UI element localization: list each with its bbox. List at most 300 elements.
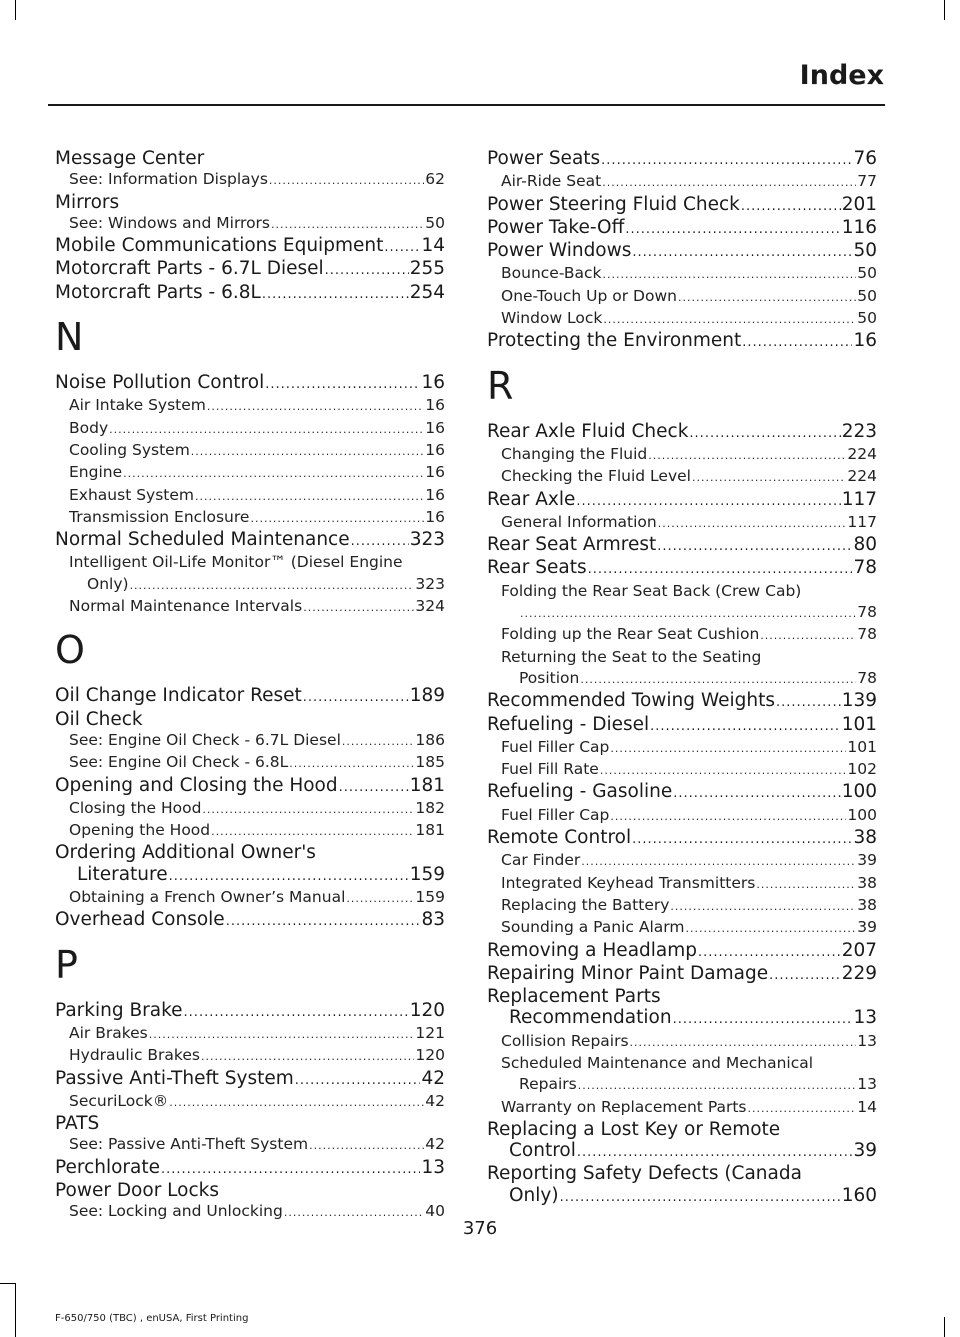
index-subentry[interactable] [55,798,445,820]
crop-mark-top-right [944,0,945,20]
dot-leader [202,799,414,820]
entry-title: Rear Axle Fluid Check [487,420,689,442]
index-entry[interactable] [487,194,877,217]
entry-title: See: Engine Oil Check - 6.8L [69,753,289,772]
dot-leader [578,1075,857,1096]
index-entry[interactable] [487,1163,877,1208]
entry-title: Air Brakes [69,1023,148,1042]
header-divider [48,104,885,106]
index-subentry[interactable] [487,895,877,917]
index-entry[interactable] [487,986,877,1031]
entry-title: Control [509,1140,576,1162]
page-reference[interactable]: 50 [857,309,877,328]
dot-leader [741,196,841,217]
entry-title: Collision Repairs [501,1031,629,1050]
entry-title: See: Information Displays [69,170,268,189]
dot-leader [211,821,414,842]
page-reference[interactable]: 207 [841,939,877,961]
page-reference[interactable]: 117 [841,488,877,510]
page-reference[interactable]: 182 [415,798,445,817]
entry-title: Changing the Fluid [501,444,648,463]
dot-leader [169,1092,424,1113]
page-reference[interactable]: 16 [425,507,445,526]
index-column-right [487,148,877,1208]
index-subentry[interactable] [55,1091,445,1113]
page-reference[interactable]: 50 [425,213,445,232]
dot-leader [384,237,420,258]
index-entry[interactable] [487,714,877,737]
dot-leader [581,851,856,872]
entry-title: Oil Change Indicator Reset [55,685,302,707]
entry-title: Literature [77,863,168,885]
index-subentry[interactable] [55,1045,445,1067]
index-subentry[interactable] [487,308,877,330]
page-reference[interactable]: 14 [421,235,445,257]
dot-leader [262,284,409,305]
page-reference[interactable]: 324 [415,597,445,616]
page-reference[interactable]: 80 [853,534,877,556]
entry-title: Motorcraft Parts - 6.8L [55,281,261,303]
crop-mark-bottom-left-v [15,1283,16,1337]
page-reference[interactable]: 224 [847,444,877,463]
dot-leader [161,1159,420,1180]
dot-leader [342,731,415,752]
entry-title: Returning the Seat to the Seating [501,647,762,666]
index-entry[interactable] [55,775,445,798]
index-entry[interactable] [55,235,445,258]
entry-title: Fuel Filler Cap [501,805,610,824]
index-entry[interactable] [487,940,877,963]
page-reference[interactable]: 159 [409,863,445,885]
page-reference[interactable]: 38 [857,895,877,914]
page-reference[interactable]: 16 [425,396,445,415]
dot-leader [630,1032,857,1053]
dot-leader [520,603,856,624]
page-reference[interactable]: 13 [853,1007,877,1029]
index-subentry[interactable] [487,512,877,534]
page-reference[interactable]: 100 [841,781,877,803]
index-subentry[interactable] [487,581,877,625]
dot-leader [295,1070,421,1091]
page-reference[interactable]: 101 [841,713,877,735]
index-entry[interactable] [487,240,877,263]
entry-title: Passive Anti-Theft System [55,1067,294,1089]
entry-title: Refueling - Diesel [487,713,650,735]
page-reference[interactable]: 224 [847,467,877,486]
index-subentry[interactable] [55,418,445,440]
entry-title: Exhaust System [69,485,194,504]
page-reference[interactable]: 14 [857,1097,877,1116]
index-entry[interactable] [55,529,445,552]
entry-title: Repairs [519,1075,577,1094]
entry-title: Sounding a Panic Alarm [501,918,685,937]
index-subentry[interactable] [55,395,445,417]
index-entry[interactable] [487,148,877,171]
index-subentry[interactable] [487,873,877,895]
entry-title: Mobile Communications Equipment [55,235,384,257]
entry-title: General Information [501,512,657,531]
page-reference[interactable]: 116 [841,216,877,238]
page-reference[interactable]: 139 [841,690,877,712]
page-number: 376 [462,1218,498,1239]
dot-leader [698,942,841,963]
dot-leader [692,467,846,488]
index-subentry[interactable] [487,1053,877,1097]
dot-leader [560,1187,841,1208]
index-subentry[interactable] [55,485,445,507]
entry-title: Checking the Fluid Level [501,467,691,486]
page-reference[interactable]: 159 [415,888,445,907]
index-subentry[interactable] [487,624,877,646]
page-reference[interactable]: 16 [425,440,445,459]
entry-title: See: Engine Oil Check - 6.7L Diesel [69,730,341,749]
dot-leader [673,783,840,804]
entry-title: Power Windows [487,240,632,262]
dot-leader [303,687,409,708]
dot-leader [346,888,414,909]
index-heading: Power Door Locks [55,1179,220,1201]
dot-leader [658,513,847,534]
dot-leader [625,219,840,240]
entry-title: Repairing Minor Paint Damage [487,962,769,984]
dot-leader [325,260,409,281]
page-reference[interactable]: 16 [425,418,445,437]
dot-leader [610,738,846,759]
entry-title: Perchlorate [55,1156,161,1178]
index-subentry[interactable] [487,917,877,939]
index-entry[interactable] [55,1157,445,1180]
dot-leader [289,753,414,774]
entry-title: Refueling - Gasoline [487,781,673,803]
page-reference[interactable]: 323 [415,574,445,593]
dot-leader [650,716,841,737]
page-reference[interactable]: 117 [847,512,877,531]
page-reference[interactable]: 181 [415,821,445,840]
page-reference[interactable]: 38 [857,873,877,892]
page-reference[interactable]: 62 [425,170,445,189]
page-reference[interactable]: 39 [857,851,877,870]
page-reference[interactable]: 254 [409,281,445,303]
entry-title: Only) [87,574,129,593]
index-subentry[interactable] [55,730,445,752]
index-subentry[interactable] [55,752,445,774]
index-letter-n: N [55,315,84,360]
index-entry[interactable] [487,690,877,713]
dot-leader [149,1024,415,1045]
dot-leader [303,597,414,618]
entry-title: Cooling System [69,440,190,459]
index-subentry[interactable] [487,466,877,488]
index-subentry[interactable] [487,759,877,781]
dot-leader [685,918,856,939]
dot-leader [769,965,841,986]
index-entry[interactable] [487,827,877,850]
dot-leader [191,441,424,462]
entry-title: Air-Ride Seat [501,172,602,191]
index-entry[interactable] [55,372,445,395]
page-reference[interactable]: 83 [421,909,445,931]
index-heading: Oil Check [55,708,143,730]
entry-title: Bounce-Back [501,264,602,283]
entry-title: Folding the Rear Seat Back (Crew Cab) [501,581,802,600]
index-subentry[interactable] [487,444,877,466]
entry-title: Fuel Fill Rate [501,760,599,779]
index-subentry[interactable] [55,1023,445,1045]
crop-mark-bottom-left-h [0,1283,15,1284]
entry-title: Replacement Parts [487,986,661,1008]
page-reference[interactable]: 42 [425,1091,445,1110]
page-reference[interactable]: 42 [425,1135,445,1154]
entry-title: Ordering Additional Owner's [55,842,316,864]
index-entry[interactable] [55,282,445,305]
index-subentry[interactable] [487,263,877,285]
entry-title: Fuel Filler Cap [501,737,610,756]
entry-title: Normal Maintenance Intervals [69,597,303,616]
page-reference[interactable]: 16 [425,463,445,482]
page-reference[interactable]: 39 [857,918,877,937]
page-reference[interactable]: 223 [841,420,877,442]
entry-title: Air Intake System [69,396,206,415]
entry-title: Closing the Hood [69,798,202,817]
page-title: Index [799,60,884,91]
page-reference[interactable]: 16 [425,485,445,504]
entry-title: Opening and Closing the Hood [55,774,338,796]
entry-title: Body [69,418,109,437]
index-subentry[interactable] [487,171,877,193]
page-reference[interactable]: 185 [415,753,445,772]
index-letter-r: R [487,363,514,408]
index-entry[interactable] [487,217,877,240]
entry-title: Intelligent Oil-Life Monitor™ (Diesel Engine [69,553,403,572]
page-reference[interactable]: 101 [847,737,877,756]
page-reference[interactable]: 120 [409,999,445,1021]
index-column-left [55,148,445,1224]
edition-footer: F-650/750 (TBC) , enUSA, First Printing [55,1313,249,1324]
index-subentry[interactable] [55,213,445,235]
page-reference[interactable]: 186 [415,730,445,749]
entry-title: Noise Pollution Control [55,372,265,394]
entry-title: Reporting Safety Defects (Canada [487,1163,802,1185]
page-reference[interactable]: 13 [421,1156,445,1178]
dot-leader [670,896,856,917]
index-subentry[interactable] [55,820,445,842]
entry-title: Opening the Hood [69,821,211,840]
page-reference[interactable]: 50 [857,264,877,283]
entry-title: See: Passive Anti-Theft System [69,1135,309,1154]
entry-title: One-Touch Up or Down [501,286,677,305]
dot-leader [588,559,853,580]
index-entry[interactable] [487,330,877,353]
dot-leader [678,287,856,308]
index-subentry[interactable] [487,286,877,308]
crop-mark-bottom-right-v [944,1317,945,1337]
index-entry[interactable] [55,842,445,887]
page-reference[interactable]: 160 [841,1184,877,1206]
dot-leader [339,777,409,798]
page-reference[interactable]: 42 [421,1067,445,1089]
page-reference[interactable]: 255 [409,258,445,280]
dot-leader [602,172,856,193]
index-subentry[interactable] [487,1097,877,1119]
entry-title: Engine [69,463,123,482]
entry-title: Removing a Headlamp [487,939,698,961]
entry-title: Power Take-Off [487,216,625,238]
entry-title: Hydraulic Brakes [69,1046,200,1065]
entry-title: Replacing the Battery [501,895,670,914]
entry-title: Rear Axle [487,488,576,510]
entry-title: Motorcraft Parts - 6.7L Diesel [55,258,324,280]
index-subentry[interactable] [487,737,877,759]
index-subentry[interactable] [487,850,877,872]
dot-leader [351,531,409,552]
index-subentry[interactable] [55,552,445,596]
entry-title: Obtaining a French Owner’s Manual [69,888,346,907]
index-entry[interactable] [487,1119,877,1164]
dot-leader [580,669,856,690]
dot-leader [742,332,852,353]
entry-title: Normal Scheduled Maintenance [55,529,350,551]
dot-leader [271,214,424,235]
index-subentry[interactable] [55,169,445,191]
dot-leader [195,486,424,507]
index-subentry[interactable] [55,462,445,484]
index-entry[interactable] [487,421,877,444]
page-reference[interactable]: 50 [853,240,877,262]
page-reference[interactable]: 76 [853,148,877,169]
page-reference[interactable]: 50 [857,286,877,305]
index-entry[interactable] [55,1068,445,1091]
index-entry[interactable] [487,963,877,986]
entry-title: Rear Seat Armrest [487,534,657,556]
dot-leader [776,692,841,713]
index-entry[interactable] [487,489,877,512]
index-subentry[interactable] [55,507,445,529]
index-letter-o: O [55,628,85,673]
entry-title: Position [519,668,580,687]
index-entry[interactable] [487,534,877,557]
entry-title: Parking Brake [55,999,183,1021]
crop-mark-top-left [15,0,16,20]
dot-leader [269,170,424,191]
entry-title: Power Steering Fluid Check [487,193,740,215]
dot-leader [601,150,852,171]
dot-leader [201,1046,414,1067]
entry-title: Rear Seats [487,557,587,579]
index-subentry[interactable] [55,1134,445,1156]
dot-leader [207,396,424,417]
dot-leader [130,575,415,596]
dot-leader [689,423,840,444]
page-reference[interactable]: 78 [857,625,877,644]
dot-leader [577,1142,853,1163]
dot-leader [648,445,846,466]
page-reference[interactable]: 121 [415,1023,445,1042]
entry-title: Replacing a Lost Key or Remote [487,1118,781,1140]
page-reference[interactable]: 13 [857,1031,877,1050]
entry-title: Only) [509,1184,559,1206]
dot-leader [610,806,846,827]
entry-title: Power Seats [487,148,601,169]
entry-title: Car Finder [501,851,581,870]
dot-leader [657,536,852,557]
page-reference[interactable]: 39 [853,1140,877,1162]
index-subentry[interactable] [55,596,445,618]
index-entry[interactable] [55,685,445,708]
entry-title: See: Locking and Unlocking [69,1202,283,1221]
dot-leader [576,491,840,512]
index-entry[interactable] [55,1000,445,1023]
index-letter-p: P [55,942,78,987]
page-reference[interactable]: 323 [409,529,445,551]
entry-title: See: Windows and Mirrors [69,213,271,232]
page-reference[interactable]: 38 [853,827,877,849]
index-entry[interactable] [487,557,877,580]
entry-title: Remote Control [487,827,632,849]
page-reference[interactable]: 181 [409,774,445,796]
page-reference[interactable]: 16 [853,330,877,352]
dot-leader [123,463,424,484]
entry-title: Warranty on Replacement Parts [501,1097,747,1116]
index-subentry[interactable] [487,805,877,827]
entry-title: Overhead Console [55,909,225,931]
page-reference[interactable]: 77 [857,172,877,191]
dot-leader [265,374,420,395]
page-reference[interactable]: 201 [841,193,877,215]
entry-title: Window Lock [501,309,603,328]
entry-title: Integrated Keyhead Transmitters [501,873,756,892]
page-reference[interactable]: 120 [415,1046,445,1065]
index-subentry[interactable] [55,887,445,909]
index-heading: PATS [55,1113,100,1135]
page-reference[interactable]: 40 [425,1202,445,1221]
dot-leader [184,1002,409,1023]
index-heading: Message Center [55,148,205,169]
dot-leader [169,866,409,887]
dot-leader [748,1098,857,1119]
page-reference[interactable]: 13 [857,1075,877,1094]
page-reference[interactable]: 78 [857,668,877,687]
dot-leader [603,309,856,330]
dot-leader [760,625,856,646]
index-subentry[interactable] [487,647,877,691]
page-reference[interactable]: 189 [409,685,445,707]
entry-title: Recommendation [509,1007,672,1029]
index-entry[interactable] [55,909,445,932]
entry-title: Scheduled Maintenance and Mechanical [501,1053,814,1072]
page-reference[interactable]: 16 [421,372,445,394]
index-subentry[interactable] [55,440,445,462]
entry-title: SecuriLock® [69,1091,169,1110]
page-reference[interactable]: 78 [857,603,877,622]
page-reference[interactable]: 102 [847,760,877,779]
entry-title: Transmission Enclosure [69,507,250,526]
dot-leader [756,874,856,895]
page-reference[interactable]: 78 [853,557,877,579]
index-subentry[interactable] [487,1031,877,1053]
index-entry[interactable] [487,781,877,804]
dot-leader [603,264,857,285]
dot-leader [673,1009,853,1030]
index-heading: Mirrors [55,191,120,213]
entry-title: Protecting the Environment [487,330,742,352]
page-reference[interactable]: 229 [841,962,877,984]
dot-leader [632,242,852,263]
dot-leader [632,829,852,850]
index-entry[interactable] [55,258,445,281]
entry-title: Folding up the Rear Seat Cushion [501,625,760,644]
dot-leader [309,1135,424,1156]
page-reference[interactable]: 100 [847,805,877,824]
